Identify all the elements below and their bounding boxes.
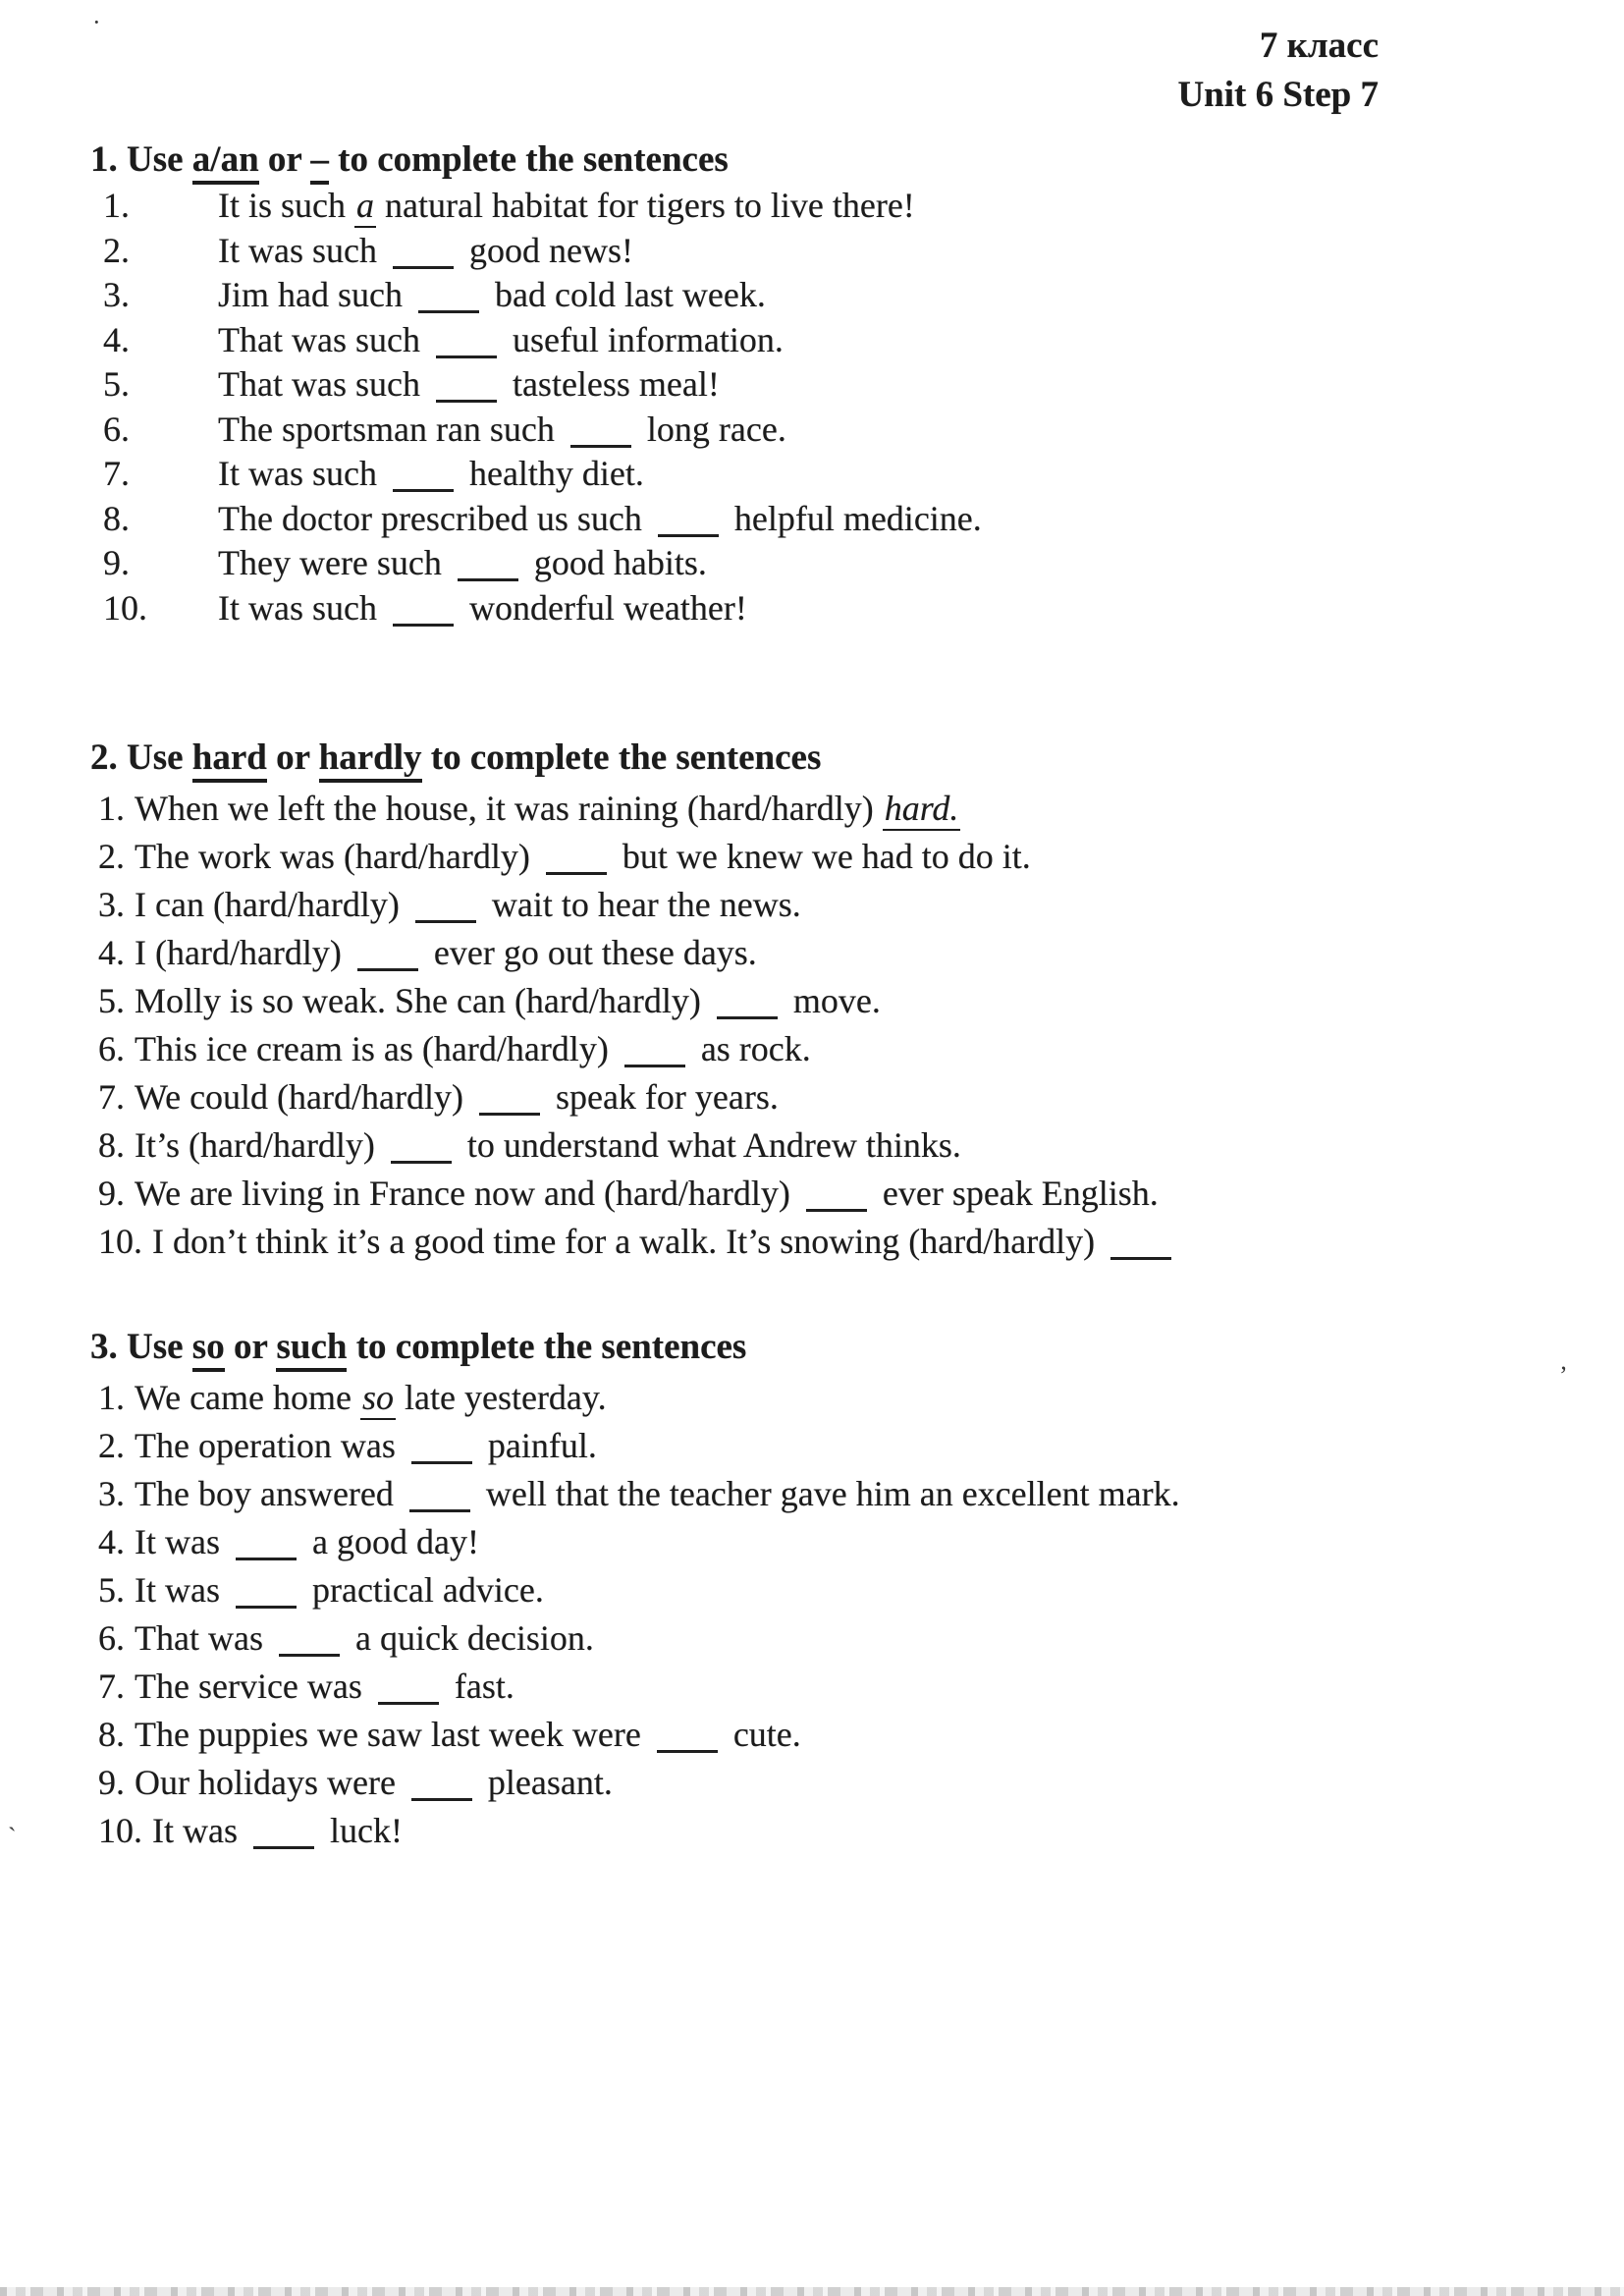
sentence-item [90,1170,1565,1218]
blank-line [658,503,719,537]
sentence-item [90,1218,1565,1266]
sentence-pre-text: We could (hard/hardly) [135,1077,472,1117]
blank-line [393,235,454,269]
sentence-pre-text: They were such [218,543,451,582]
item-number: 6. [98,1618,125,1658]
sentence-item [90,451,1565,496]
sentence-item [90,1422,1565,1470]
item-number: 9. [98,1763,125,1802]
exercise-3-items [90,1374,1565,1855]
exercise-3-title-part: to complete the sentences [347,1327,747,1367]
exercise-3-title-part: or [224,1327,277,1367]
exercise-2-title-part: or [266,738,319,778]
exercise-2-title-part: hard [192,738,267,783]
blank-line [657,1719,718,1753]
sentence-item [90,317,1565,362]
sentence-post-text: as rock. [691,1029,811,1068]
sentence-item [90,407,1565,452]
sentence-item [90,1711,1565,1759]
sentence-item [90,1470,1565,1518]
sentence-pre-text: Molly is so weak. She can (hard/hardly) [135,981,710,1020]
blank-line [415,889,476,923]
blank-line [236,1526,297,1560]
blank-line [393,592,454,627]
item-number: 7. [98,1667,125,1706]
item-number: 2. [98,837,125,876]
blank-line [717,985,778,1019]
blank-line [357,937,418,971]
worksheet-exercises [90,139,1565,1855]
blank-line [411,1767,472,1801]
scan-bottom-edge-artifact [0,2287,1624,2296]
sentence-post-text: speak for years. [546,1077,779,1117]
sentence-item [90,1073,1565,1121]
item-number: 4. [98,933,125,972]
exercise-1-title-part: a/an [192,139,259,185]
sentence-post-text: pleasant. [478,1763,613,1802]
blank-line [624,1033,685,1067]
sentence-pre-text: This ice cream is as (hard/hardly) [135,1029,618,1068]
blank-line [479,1081,540,1116]
item-number: 3. [98,1474,125,1513]
sentence-post-text: luck! [320,1811,403,1850]
sentence-pre-text: We are living in France now and (hard/hardly) [135,1174,799,1213]
sentence-post-text: late yesterday. [396,1378,607,1417]
sentence-pre-text: Our holidays were [135,1763,405,1802]
sentence-pre-text: We came home [135,1378,360,1417]
exercise-1-items [90,185,1565,629]
sentence-post-text: helpful medicine. [725,498,982,538]
sentence-post-text: practical advice. [302,1570,544,1610]
sentence-pre-text: That was such [218,319,429,359]
item-number: 9. [103,543,130,582]
sentence-pre-text: Jim had such [218,275,411,314]
blank-line [279,1622,340,1657]
sentence-post-text: wonderful weather! [460,587,747,628]
sentence-item [90,185,1565,228]
item-number: 2. [103,230,130,270]
sentence-post-text: long race. [637,409,786,449]
item-number: 5. [103,364,130,404]
blank-line [458,547,518,581]
sentence-pre-text: It was such [218,454,386,493]
sentence-item [90,977,1565,1025]
sentence-post-text: healthy diet. [460,454,644,493]
sentence-item [90,1374,1565,1422]
exercise-3-section [90,1327,1565,1855]
item-number: 7. [98,1077,125,1117]
blank-line [391,1129,452,1164]
sentence-pre-text: The puppies we saw last week were [135,1715,650,1754]
sentence-item [90,881,1565,929]
sentence-pre-text: It is such [218,186,354,225]
sentence-pre-text: It was [135,1522,229,1561]
item-number: 8. [98,1715,125,1754]
sentence-pre-text: The boy answered [135,1474,403,1513]
sentence-pre-text: I don’t think it’s a good time for a walk. It’s snowing (hard/hardly) [152,1222,1105,1261]
sentence-post-text: cute. [724,1715,801,1754]
sentence-pre-text: It’s (hard/hardly) [135,1125,384,1165]
item-number: 10. [98,1811,142,1850]
exercise-2-title-part: 2. Use [90,738,192,778]
scan-speck-top: · [92,8,101,36]
item-number: 5. [98,1570,125,1610]
sentence-item [90,833,1565,881]
exercise-2-items [90,785,1565,1266]
item-number: 4. [103,319,130,359]
sentence-post-text: move. [784,981,881,1020]
sentence-item [90,228,1565,273]
sentence-post-text: but we knew we had to do it. [613,837,1031,876]
blank-line [411,1430,472,1464]
sentence-item [90,1807,1565,1855]
exercise-3-title-part: such [276,1327,347,1372]
sentence-item [90,496,1565,541]
blank-line [253,1815,314,1849]
item-number: 3. [98,885,125,924]
sentence-item [90,585,1565,630]
sentence-pre-text: When we left the house, it was raining (hard/hardly) [135,789,883,828]
sentence-pre-text: The sportsman ran such [218,409,564,449]
exercise-3-title [90,1327,1565,1368]
written-answer: hard. [883,789,961,831]
item-number: 4. [98,1522,125,1561]
sentence-item [90,929,1565,977]
blank-line [393,458,454,492]
sentence-pre-text: The operation was [135,1426,405,1465]
sentence-post-text: a quick decision. [346,1618,594,1658]
exercise-1-title-part: – [310,139,329,185]
item-number: 9. [98,1174,125,1213]
sentence-pre-text: That was [135,1618,272,1658]
sentence-post-text: good habits. [524,543,707,582]
exercise-1-title-part: to complete the sentences [328,139,729,180]
exercise-1-title-part: 1. Use [90,139,192,180]
blank-line [570,413,631,448]
blank-line [378,1670,439,1705]
item-number: 10. [98,1222,142,1261]
blank-line [806,1177,867,1212]
blank-line [409,1478,470,1512]
sentence-item [90,1025,1565,1073]
sentence-post-text: ever go out these days. [424,933,757,972]
sentence-post-text: natural habitat for tigers to live there! [376,186,915,225]
sentence-pre-text: That was such [218,364,429,404]
sentence-pre-text: The doctor prescribed us such [218,498,651,538]
sentence-post-text: to understand what Andrew thinks. [458,1125,961,1165]
sentence-item [90,272,1565,317]
sentence-item [90,1566,1565,1614]
blank-line [236,1574,297,1609]
item-number: 5. [98,981,125,1020]
sentence-item [90,785,1565,833]
item-number: 1. [98,1378,125,1417]
exercise-3-title-part: so [192,1327,225,1372]
class-label: 7 класс [1259,26,1379,66]
exercise-1-title-part: or [258,139,311,180]
sentence-post-text: fast. [445,1667,514,1706]
sentence-pre-text: It was [135,1570,229,1610]
blank-line [418,279,479,313]
sentence-item [90,540,1565,585]
sentence-pre-text: The service was [135,1667,371,1706]
sentence-pre-text: It was [152,1811,246,1850]
sentence-pre-text: The work was (hard/hardly) [135,837,539,876]
worksheet-header [1177,22,1379,120]
unit-step-label: Unit 6 Step 7 [1177,75,1379,115]
exercise-3-title-part: 3. Use [90,1327,192,1367]
exercise-2-title-part: hardly [319,738,422,783]
sentence-post-text: ever speak English. [873,1174,1159,1213]
written-answer: so [360,1378,396,1420]
item-number: 10. [103,587,147,628]
item-number: 3. [103,275,130,314]
sentence-item [90,1518,1565,1566]
exercise-1-section [90,139,1565,629]
sentence-post-text: a good day! [302,1522,479,1561]
sentence-item [90,1759,1565,1807]
written-answer: a [354,186,376,228]
sentence-post-text: well that the teacher gave him an excellent mark. [476,1474,1180,1513]
blank-line [436,368,497,403]
sentence-item [90,361,1565,407]
sentence-post-text: tasteless meal! [503,364,720,404]
blank-line [436,324,497,358]
exercise-2-section [90,738,1565,1266]
blank-line [1110,1226,1171,1260]
sentence-post-text: wait to hear the news. [482,885,801,924]
item-number: 8. [98,1125,125,1165]
item-number: 1. [103,186,130,225]
item-number: 8. [103,498,130,538]
blank-line [546,841,607,875]
sentence-post-text: painful. [478,1426,597,1465]
sentence-item [90,1121,1565,1170]
sentence-item [90,1614,1565,1663]
item-number: 2. [98,1426,125,1465]
item-number: 7. [103,454,130,493]
sentence-pre-text: It was such [218,587,386,628]
item-number: 6. [98,1029,125,1068]
sentence-post-text: bad cold last week. [485,275,766,314]
item-number: 6. [103,409,130,449]
sentence-post-text: useful information. [503,319,784,359]
exercise-2-title-part: to complete the sentences [421,738,822,778]
scan-speck-right: ’ [1559,1361,1568,1390]
sentence-pre-text: I (hard/hardly) [135,933,351,972]
sentence-pre-text: It was such [218,230,386,270]
exercise-1-title [90,139,1565,181]
exercise-2-title [90,738,1565,779]
sentence-post-text: good news! [460,230,633,270]
item-number: 1. [98,789,125,828]
sentence-item [90,1663,1565,1711]
sentence-pre-text: I can (hard/hardly) [135,885,408,924]
scan-speck-bottom: ` [8,1823,17,1851]
